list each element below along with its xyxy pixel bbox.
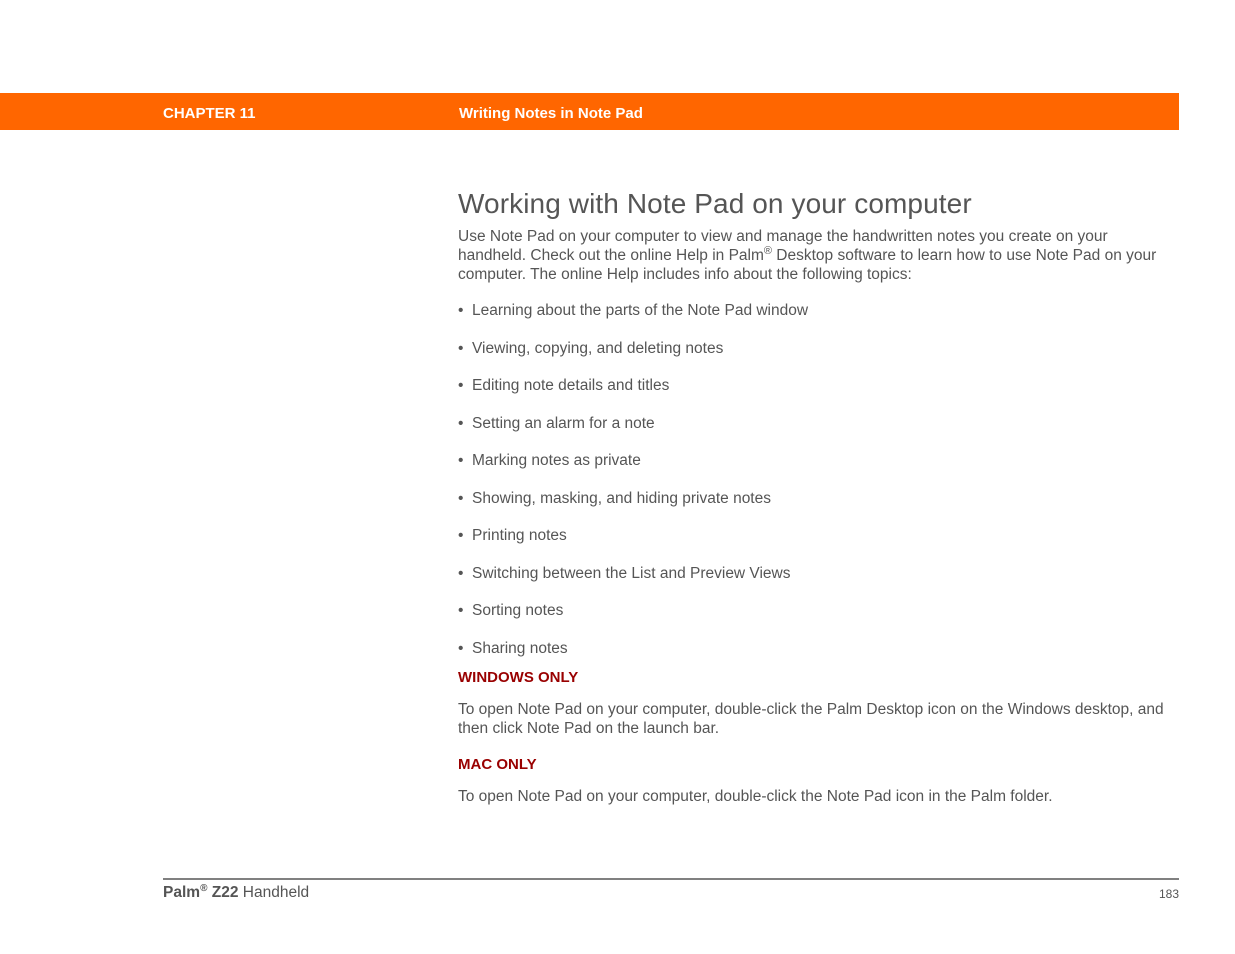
- list-item: [458, 639, 1178, 677]
- mac-only-heading: MAC ONLY: [458, 756, 537, 773]
- topic-text: Switching between the List and Preview Views: [472, 564, 791, 582]
- intro-text-part2: Desktop software to learn how to use Note Pad on your computer. The online Help includes info about the following topics:: [458, 247, 1157, 283]
- list-item: [458, 451, 1178, 489]
- mac-instructions: To open Note Pad on your computer, double-click the Note Pad icon in the Palm folder.: [458, 788, 1053, 805]
- topic-text: Printing notes: [472, 527, 567, 544]
- bullet-icon: •: [458, 339, 464, 357]
- chapter-number: CHAPTER 11: [163, 105, 256, 122]
- page-number: 183: [1158, 887, 1179, 901]
- list-item: [458, 601, 1178, 639]
- footer-brand: Palm: [163, 884, 201, 901]
- bullet-icon: •: [458, 489, 464, 507]
- bullet-icon: •: [458, 564, 464, 582]
- list-item: [458, 301, 1178, 339]
- intro-text-part1: Use Note Pad on your computer to view and manage the handwritten notes you create on your handheld. Check out the online Help in Palm: [458, 228, 1108, 264]
- windows-instructions: To open Note Pad on your computer, double-click the Palm Desktop icon on the Windows desktop, and then click Note Pad on the launch bar.: [458, 701, 1164, 737]
- list-item: [458, 414, 1178, 452]
- list-item: [458, 526, 1178, 564]
- footer-registered-mark: ®: [200, 882, 208, 894]
- bullet-icon: •: [458, 377, 464, 394]
- chapter-title: Writing Notes in Note Pad: [459, 105, 643, 122]
- topics-list: [458, 301, 1178, 676]
- topic-text: Marking notes as private: [472, 452, 641, 469]
- main-content: [458, 184, 1178, 806]
- bullet-icon: •: [458, 414, 464, 432]
- footer-product: Handheld: [242, 884, 310, 901]
- footer-divider: [163, 878, 1179, 880]
- bullet-icon: •: [458, 302, 464, 319]
- footer-product-name: [163, 883, 309, 903]
- list-item: [458, 489, 1178, 527]
- bullet-icon: •: [458, 639, 464, 657]
- windows-only-heading: WINDOWS ONLY: [458, 669, 579, 686]
- list-item: [458, 564, 1178, 602]
- topic-text: Sorting notes: [472, 602, 564, 619]
- topic-text: Editing note details and titles: [472, 377, 670, 394]
- topic-text: Viewing, copying, and deleting notes: [472, 339, 724, 357]
- bullet-icon: •: [458, 527, 464, 544]
- chapter-header-bar: [0, 93, 1179, 130]
- intro-paragraph: [458, 227, 1178, 284]
- bullet-icon: •: [458, 602, 464, 619]
- topic-text: Showing, masking, and hiding private notes: [472, 489, 771, 507]
- topic-text: Learning about the parts of the Note Pad window: [472, 302, 809, 319]
- list-item: [458, 339, 1178, 377]
- topic-text: Setting an alarm for a note: [472, 414, 655, 432]
- section-title: Working with Note Pad on your computer: [458, 188, 972, 219]
- footer-model: Z22: [211, 884, 239, 901]
- registered-mark: ®: [763, 244, 772, 257]
- list-item: [458, 376, 1178, 414]
- bullet-icon: •: [458, 452, 464, 469]
- topic-text: Sharing notes: [472, 639, 568, 657]
